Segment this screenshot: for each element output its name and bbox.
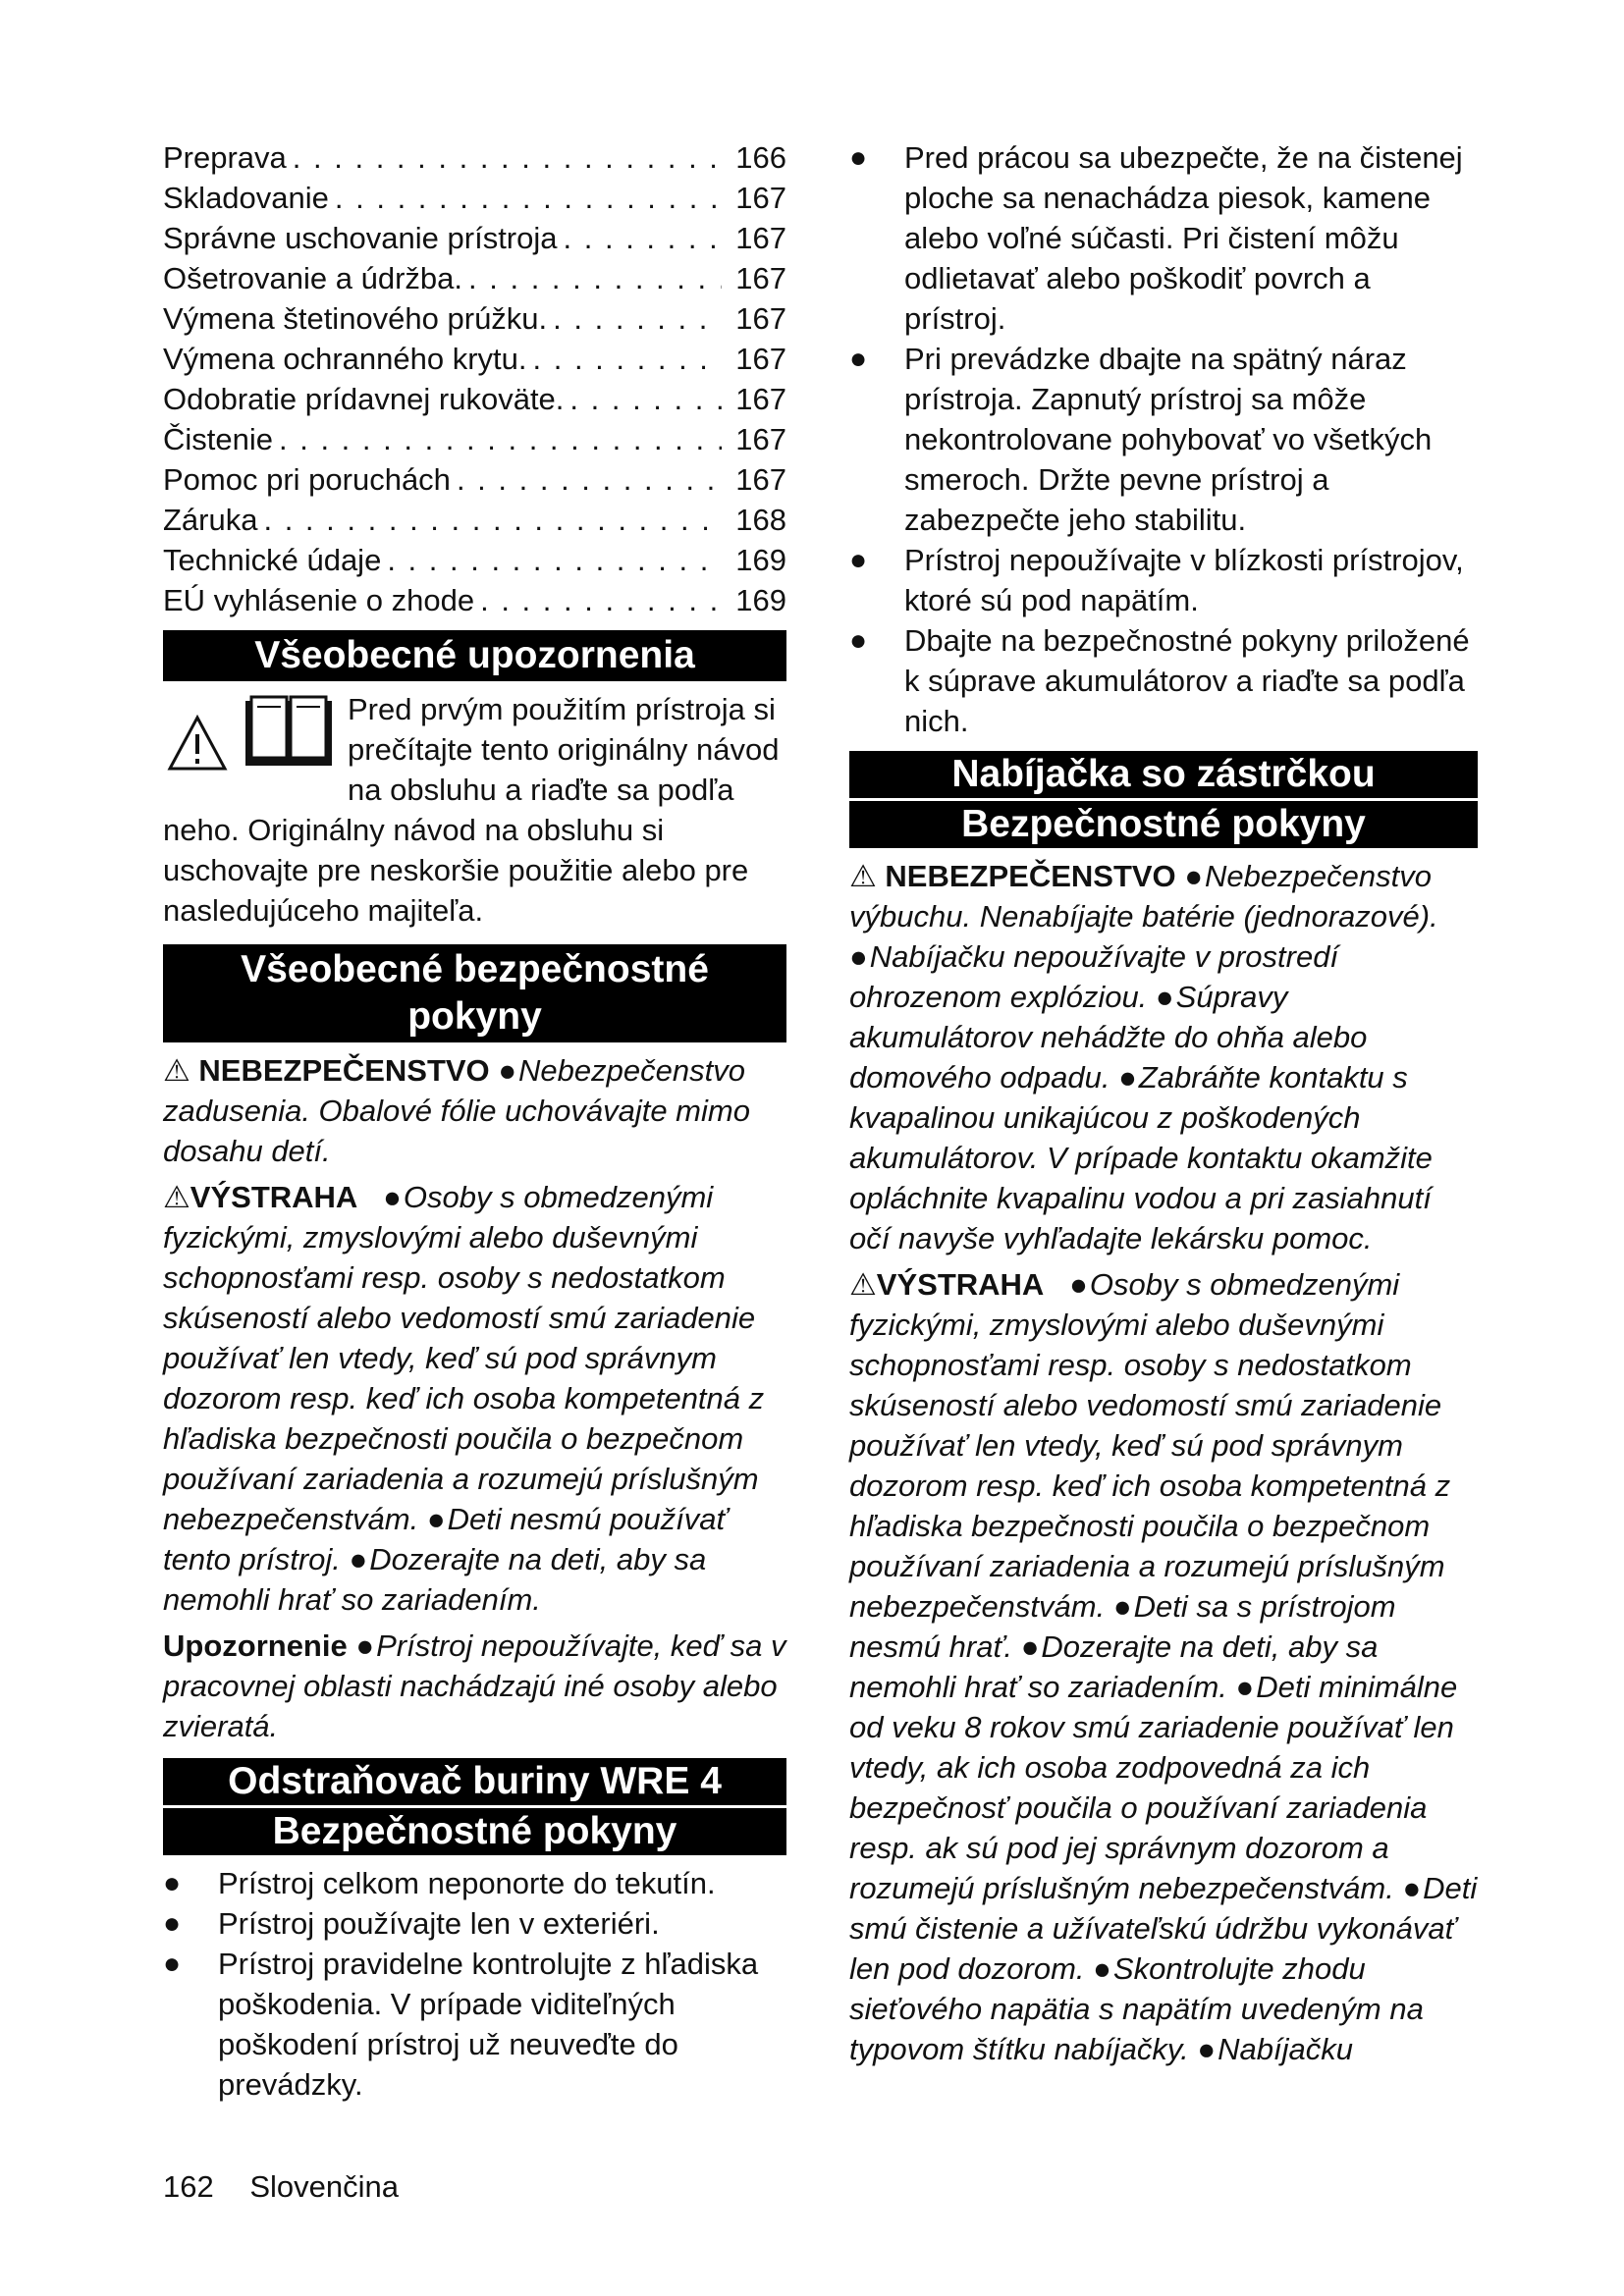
toc-label: EÚ vyhlásenie o zhode [163, 583, 475, 617]
right-column [849, 137, 1478, 2075]
toc-row [163, 137, 786, 178]
toc-label: Výmena ochranného krytu. [163, 342, 527, 376]
toc-page-number: 169 [735, 583, 786, 617]
warning-label: ⚠VÝSTRAHA [849, 1267, 1045, 1302]
list-item: ● Prístroj celkom neponorte do tekutín. [163, 1863, 786, 1903]
toc-label: Výmena štetinového prúžku. [163, 301, 548, 336]
table-of-contents [163, 137, 786, 620]
warning-label: ⚠VÝSTRAHA [163, 1180, 358, 1214]
toc-page-number: 167 [735, 422, 786, 456]
toc-leader-dots [569, 379, 722, 419]
weed-remover-safety-list [163, 1863, 786, 2105]
caution-paragraph: Upozornenie ● Prístroj nepoužívajte, keď sa v pracovnej oblasti nachádzajú iné osoby alebo zvieratá. [163, 1626, 786, 1746]
toc-row [163, 379, 786, 419]
toc-leader-dots [480, 580, 722, 620]
toc-leader-dots [533, 339, 723, 379]
toc-leader-dots [335, 178, 722, 218]
toc-page-number: 167 [735, 221, 786, 255]
toc-leader-dots [468, 258, 722, 298]
toc-row [163, 500, 786, 540]
notice-icons [163, 693, 342, 775]
danger-label: ⚠ NEBEZPEČENSTVO [163, 1053, 490, 1088]
caution-label: Upozornenie [163, 1629, 348, 1663]
toc-leader-dots [457, 459, 722, 500]
toc-label: Čistenie [163, 422, 273, 456]
danger-paragraph [163, 1050, 786, 1171]
toc-leader-dots [263, 500, 722, 540]
toc-row [163, 298, 786, 339]
toc-page-number: 169 [735, 543, 786, 577]
toc-row [163, 258, 786, 298]
toc-label: Odobratie prídavnej rukoväte. [163, 382, 565, 416]
toc-page-number: 167 [735, 462, 786, 497]
page-number: 162 [163, 2169, 214, 2204]
warning-triangle-icon [167, 715, 228, 772]
toc-leader-dots [553, 298, 722, 339]
charger-heading: Nabíjačka so zástrčkou Bezpečnostné pokyny [849, 751, 1478, 848]
toc-label: Záruka [163, 503, 258, 537]
list-item: ● Prístroj pravidelne kontrolujte z hľadiska poškodenia. V prípade viditeľných poškodení prístroj už neuveďte do prevádzky. [163, 1944, 786, 2105]
list-item: ● Pred prácou sa ubezpečte, že na čistenej ploche sa nenachádza piesok, kamene alebo voľné súčasti. Pri čistení môžu odlietavať alebo poškodiť povrch a prístroj. [849, 137, 1478, 339]
toc-leader-dots [387, 540, 722, 580]
toc-label: Pomoc pri poruchách [163, 462, 451, 497]
toc-row [163, 218, 786, 258]
warning-paragraph: ⚠VÝSTRAHA ● Osoby s obmedzenými fyzickými, zmyslovými alebo duševnými schopnosťami resp. osoby s nedostatkom skúseností alebo vedomostí smú zariadenie používať len vtedy, keď sú pod správnym dozorom resp. keď ich osoba kompetentná z hľadiska bezpečnosti poučila o bezpečnom používaní zariadenia a rozumejú príslušným nebezpečenstvám. ● Deti nesmú používať tento prístroj. ● Dozerajte na deti, aby sa nemohli hrať so zariadením. [163, 1177, 786, 1620]
toc-label: Správne uschovanie prístroja [163, 221, 558, 255]
list-item: ● Dbajte na bezpečnostné pokyny priložené k súprave akumulátorov a riaďte sa podľa nich. [849, 620, 1478, 741]
toc-page-number: 168 [735, 503, 786, 537]
toc-page-number: 167 [735, 301, 786, 336]
toc-row [163, 339, 786, 379]
list-item: ● Prístroj nepoužívajte v blízkosti prístrojov, ktoré sú pod napätím. [849, 540, 1478, 620]
manual-book-icon [240, 695, 338, 772]
toc-page-number: 167 [735, 261, 786, 295]
weed-remover-heading: Odstraňovač buriny WRE 4 Bezpečnostné pokyny [163, 1758, 786, 1855]
toc-leader-dots [279, 419, 722, 459]
charger-warning-paragraph: ⚠VÝSTRAHA ● Osoby s obmedzenými fyzickými, zmyslovými alebo duševnými schopnosťami resp. osoby s nedostatkom skúseností alebo vedomostí smú zariadenie používať len vtedy, keď sú pod správnym dozorom resp. keď ich osoba kompetentná z hľadiska bezpečnosti poučila o bezpečnom používaní zariadenia a rozumejú príslušným nebezpečenstvám. ● Deti sa s prístrojom nesmú hrať. ● Dozerajte na deti, aby sa nemohli hrať so zariadením. ● Deti minimálne od veku 8 rokov smú zariadenie používať len vtedy, ak ich osoba zodpovedná za ich bezpečnosť poučila o používaní zariadenia resp. ak sú pod jej správnym dozorom a rozumejú príslušným nebezpečenstvám. ● Deti smú čistenie a užívateľskú údržbu vykonávať len pod dozorom. ● Skontrolujte zhodu sieťového napätia s napätím uvedeným na typovom štítku nabíjačky. ● Nabíjačku [849, 1264, 1478, 2069]
read-manual-notice: Pred prvým použitím prístroja si prečítajte tento originálny návod na obsluhu a riaďte sa podľa neho. Originálny návod na obsluhu si uschovajte pre neskoršie použitie alebo pre nasledujúceho majiteľa. [163, 692, 780, 928]
charger-danger-paragraph: ⚠ NEBEZPEČENSTVO ● Nebezpečenstvo výbuchu. Nenabíjajte batérie (jednorazové). ● Nabíjačku nepoužívajte v prostredí ohrozenom explóziou. ● Súpravy akumulátorov nehádžte do ohňa alebo domového odpadu. ● Zabráňte kontaktu s kvapalinou unikajúcou z poškodených akumulátorov. V prípade kontaktu okamžite opláchnite kvapalinu vodou a pri zasiahnutí očí navyše vyhľadajte lekársku pomoc. [849, 856, 1478, 1258]
toc-leader-dots [293, 137, 722, 178]
toc-label: Technické údaje [163, 543, 382, 577]
toc-leader-dots [564, 218, 722, 258]
page-footer [163, 2169, 399, 2205]
toc-row [163, 178, 786, 218]
toc-page-number: 166 [735, 140, 786, 175]
toc-page-number: 167 [735, 382, 786, 416]
list-item: ● Prístroj používajte len v exteriéri. [163, 1903, 786, 1944]
left-column [163, 137, 786, 2105]
toc-row [163, 459, 786, 500]
toc-page-number: 167 [735, 181, 786, 215]
toc-row [163, 419, 786, 459]
general-safety-heading: Všeobecné bezpečnostné pokyny [163, 944, 786, 1042]
danger-label: ⚠ NEBEZPEČENSTVO [849, 859, 1176, 893]
footer-language: Slovenčina [249, 2169, 400, 2204]
operation-safety-list [849, 137, 1478, 741]
toc-page-number: 167 [735, 342, 786, 376]
toc-label: Skladovanie [163, 181, 329, 215]
toc-label: Ošetrovanie a údržba. [163, 261, 463, 295]
toc-row [163, 540, 786, 580]
list-item: ● Pri prevádzke dbajte na spätný náraz prístroja. Zapnutý prístroj sa môže nekontrolovane pohybovať vo všetkých smeroch. Držte pevne prístroj a zabezpečte jeho stabilitu. [849, 339, 1478, 540]
toc-row [163, 580, 786, 620]
toc-label: Preprava [163, 140, 287, 175]
general-notes-heading: Všeobecné upozornenia [163, 630, 786, 681]
danger-text: ● Nebezpečenstvo zadusenia. Obalové fólie uchovávajte mimo dosahu detí. [163, 1053, 750, 1168]
